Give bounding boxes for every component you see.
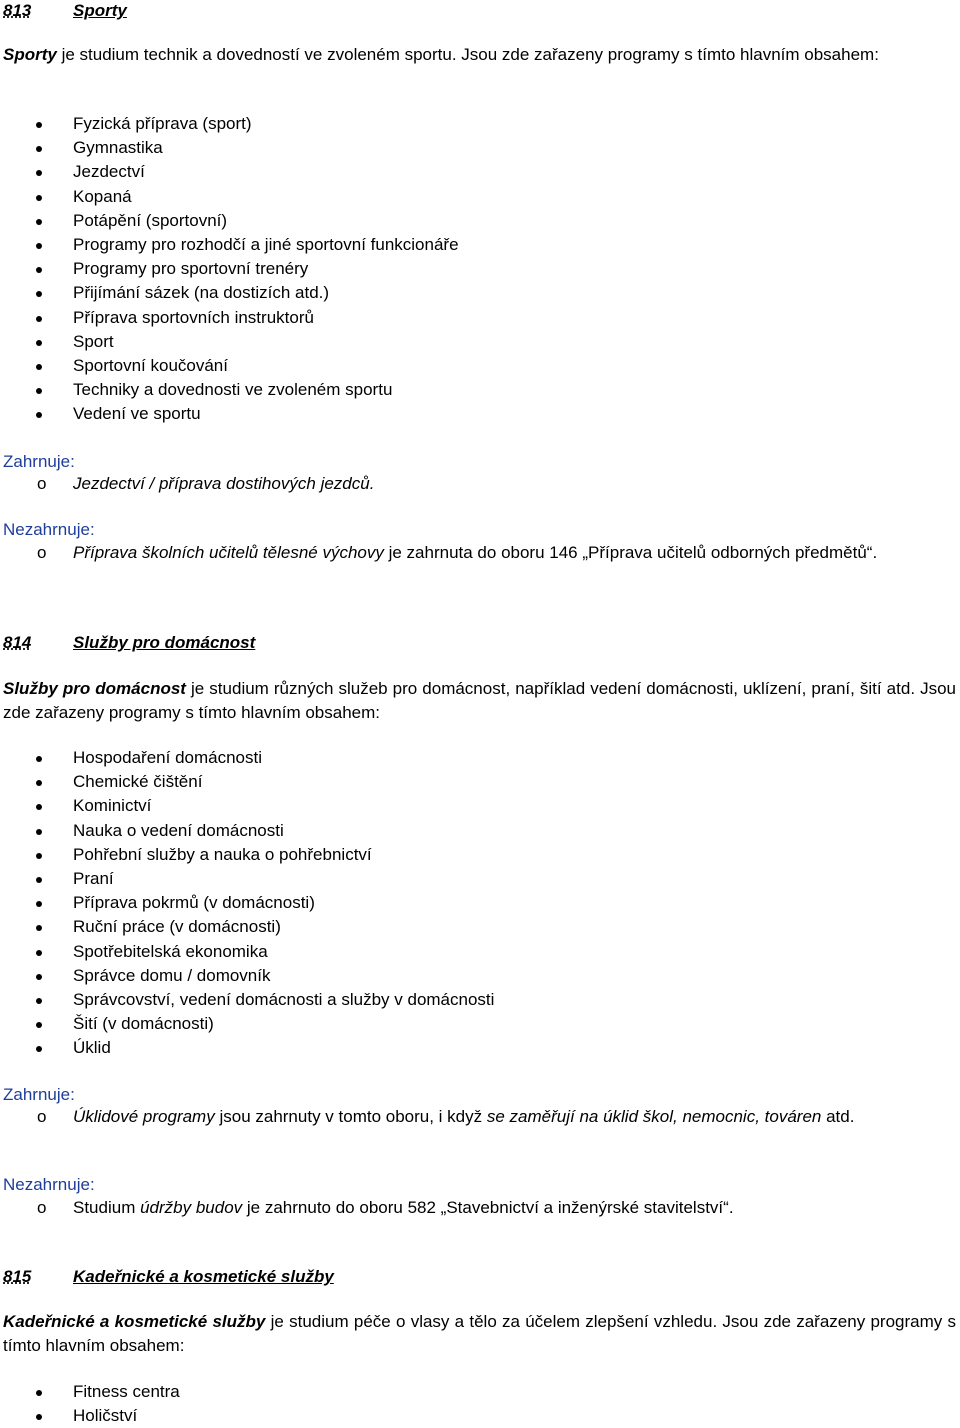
section-number: 813 bbox=[3, 1, 32, 20]
list-item: Nauka o vedení domácnosti bbox=[0, 819, 494, 843]
includes-item: o Úklidové programy jsou zahrnuty v tomto oboru, i když se zaměřují na úklid škol, nemocnic, továren atd. bbox=[0, 1105, 956, 1129]
bullet-icon bbox=[36, 219, 42, 225]
list-item: Praní bbox=[0, 867, 494, 891]
intro-term: Služby pro domácnost bbox=[3, 679, 186, 698]
bullet-icon bbox=[36, 388, 42, 394]
list-item: Potápění (sportovní) bbox=[0, 209, 459, 233]
circle-bullet-icon: o bbox=[37, 474, 47, 493]
list-item: Chemické čištění bbox=[0, 770, 494, 794]
section-815-heading bbox=[3, 1265, 956, 1289]
list-item: Vedení ve sportu bbox=[0, 402, 459, 426]
list-item: Přijímání sázek (na dostizích atd.) bbox=[0, 281, 459, 305]
bullet-icon bbox=[36, 316, 42, 322]
list-item: Sport bbox=[0, 330, 459, 354]
bullet-icon bbox=[36, 340, 42, 346]
circle-bullet-icon: o bbox=[37, 543, 47, 562]
bullet-icon bbox=[36, 1390, 42, 1396]
list-item: Holičství bbox=[0, 1404, 180, 1428]
excludes-item: o Příprava školních učitelů tělesné výchovy je zahrnuta do oboru 146 „Příprava učitelů odborných předmětů“. bbox=[0, 541, 956, 565]
excludes-label: Nezahrnuje: bbox=[3, 1175, 95, 1194]
bullet-icon bbox=[36, 170, 42, 176]
list-item: Pohřební služby a nauka o pohřebnictví bbox=[0, 843, 494, 867]
bullet-icon bbox=[36, 1022, 42, 1028]
list-item: Techniky a dovednosti ve zvoleném sportu bbox=[0, 378, 459, 402]
bullet-icon bbox=[36, 291, 42, 297]
list-item: Sportovní koučování bbox=[0, 354, 459, 378]
section-814-intro bbox=[3, 677, 956, 725]
list-item: Programy pro rozhodčí a jiné sportovní funkcionáře bbox=[0, 233, 459, 257]
bullet-icon bbox=[36, 146, 42, 152]
bullet-icon bbox=[36, 974, 42, 980]
section-title: Služby pro domácnost bbox=[73, 633, 256, 652]
list-item: Kominictví bbox=[0, 794, 494, 818]
intro-term: Kadeřnické a kosmetické služby bbox=[3, 1312, 266, 1331]
section-815-intro bbox=[3, 1310, 956, 1358]
list-item: Fyzická příprava (sport) bbox=[0, 112, 459, 136]
intro-term: Sporty bbox=[3, 45, 57, 64]
bullet-icon bbox=[36, 122, 42, 128]
section-number: 815 bbox=[3, 1267, 32, 1286]
list-item: Správcovství, vedení domácnosti a služby v domácnosti bbox=[0, 988, 494, 1012]
section-813-intro bbox=[3, 43, 956, 67]
intro-text: je studium péče o vlasy a tělo za účelem zlepšení vzhledu. Jsou zde zařazeny programy s tímto hlavním obsahem: bbox=[3, 1312, 957, 1355]
list-item: Jezdectví bbox=[0, 160, 459, 184]
bullet-icon bbox=[36, 804, 42, 810]
bullet-icon bbox=[36, 780, 42, 786]
list-item: Správce domu / domovník bbox=[0, 964, 494, 988]
list-item: Programy pro sportovní trenéry bbox=[0, 257, 459, 281]
includes-label: Zahrnuje: bbox=[3, 1085, 75, 1104]
list-item: Ruční práce (v domácnosti) bbox=[0, 915, 494, 939]
intro-text: je studium různých služeb pro domácnost, například vedení domácnosti, uklízení, praní, šití atd. Jsou zde zařazeny programy s tímto hlavním obsahem: bbox=[3, 679, 957, 722]
section-813-list bbox=[0, 112, 459, 426]
section-814-list bbox=[0, 746, 494, 1060]
circle-bullet-icon: o bbox=[37, 1198, 47, 1217]
list-item: Příprava sportovních instruktorů bbox=[0, 306, 459, 330]
includes-label: Zahrnuje: bbox=[3, 452, 75, 471]
bullet-icon bbox=[36, 364, 42, 370]
section-814-heading bbox=[3, 631, 956, 655]
bullet-icon bbox=[36, 195, 42, 201]
list-item: Gymnastika bbox=[0, 136, 459, 160]
bullet-icon bbox=[36, 412, 42, 418]
excludes-item: o Studium údržby budov je zahrnuto do oboru 582 „Stavebnictví a inženýrské stavitelství“. bbox=[0, 1196, 956, 1220]
list-item: Úklid bbox=[0, 1036, 494, 1060]
section-813-heading bbox=[3, 0, 956, 23]
intro-text: je studium technik a dovedností ve zvoleném sportu. Jsou zde zařazeny programy s tímto hlavním obsahem: bbox=[56, 45, 879, 64]
bullet-icon bbox=[36, 267, 42, 273]
bullet-icon bbox=[36, 756, 42, 762]
list-item: Šití (v domácnosti) bbox=[0, 1012, 494, 1036]
bullet-icon bbox=[36, 1414, 42, 1420]
bullet-icon bbox=[36, 901, 42, 907]
bullet-icon bbox=[36, 829, 42, 835]
bullet-icon bbox=[36, 950, 42, 956]
circle-bullet-icon: o bbox=[37, 1107, 47, 1126]
list-item: Příprava pokrmů (v domácnosti) bbox=[0, 891, 494, 915]
list-item: Hospodaření domácnosti bbox=[0, 746, 494, 770]
list-item: Spotřebitelská ekonomika bbox=[0, 940, 494, 964]
section-title: Sporty bbox=[73, 1, 127, 20]
bullet-icon bbox=[36, 1046, 42, 1052]
bullet-icon bbox=[36, 243, 42, 249]
excludes-label: Nezahrnuje: bbox=[3, 520, 95, 539]
bullet-icon bbox=[36, 925, 42, 931]
bullet-icon bbox=[36, 877, 42, 883]
list-item: Fitness centra bbox=[0, 1380, 180, 1404]
section-815-list bbox=[0, 1380, 180, 1428]
bullet-icon bbox=[36, 998, 42, 1004]
section-number: 814 bbox=[3, 633, 32, 652]
list-item: Kopaná bbox=[0, 185, 459, 209]
section-title: Kadeřnické a kosmetické služby bbox=[73, 1267, 334, 1286]
includes-item: o Jezdectví / příprava dostihových jezdců. bbox=[0, 472, 956, 496]
bullet-icon bbox=[36, 853, 42, 859]
